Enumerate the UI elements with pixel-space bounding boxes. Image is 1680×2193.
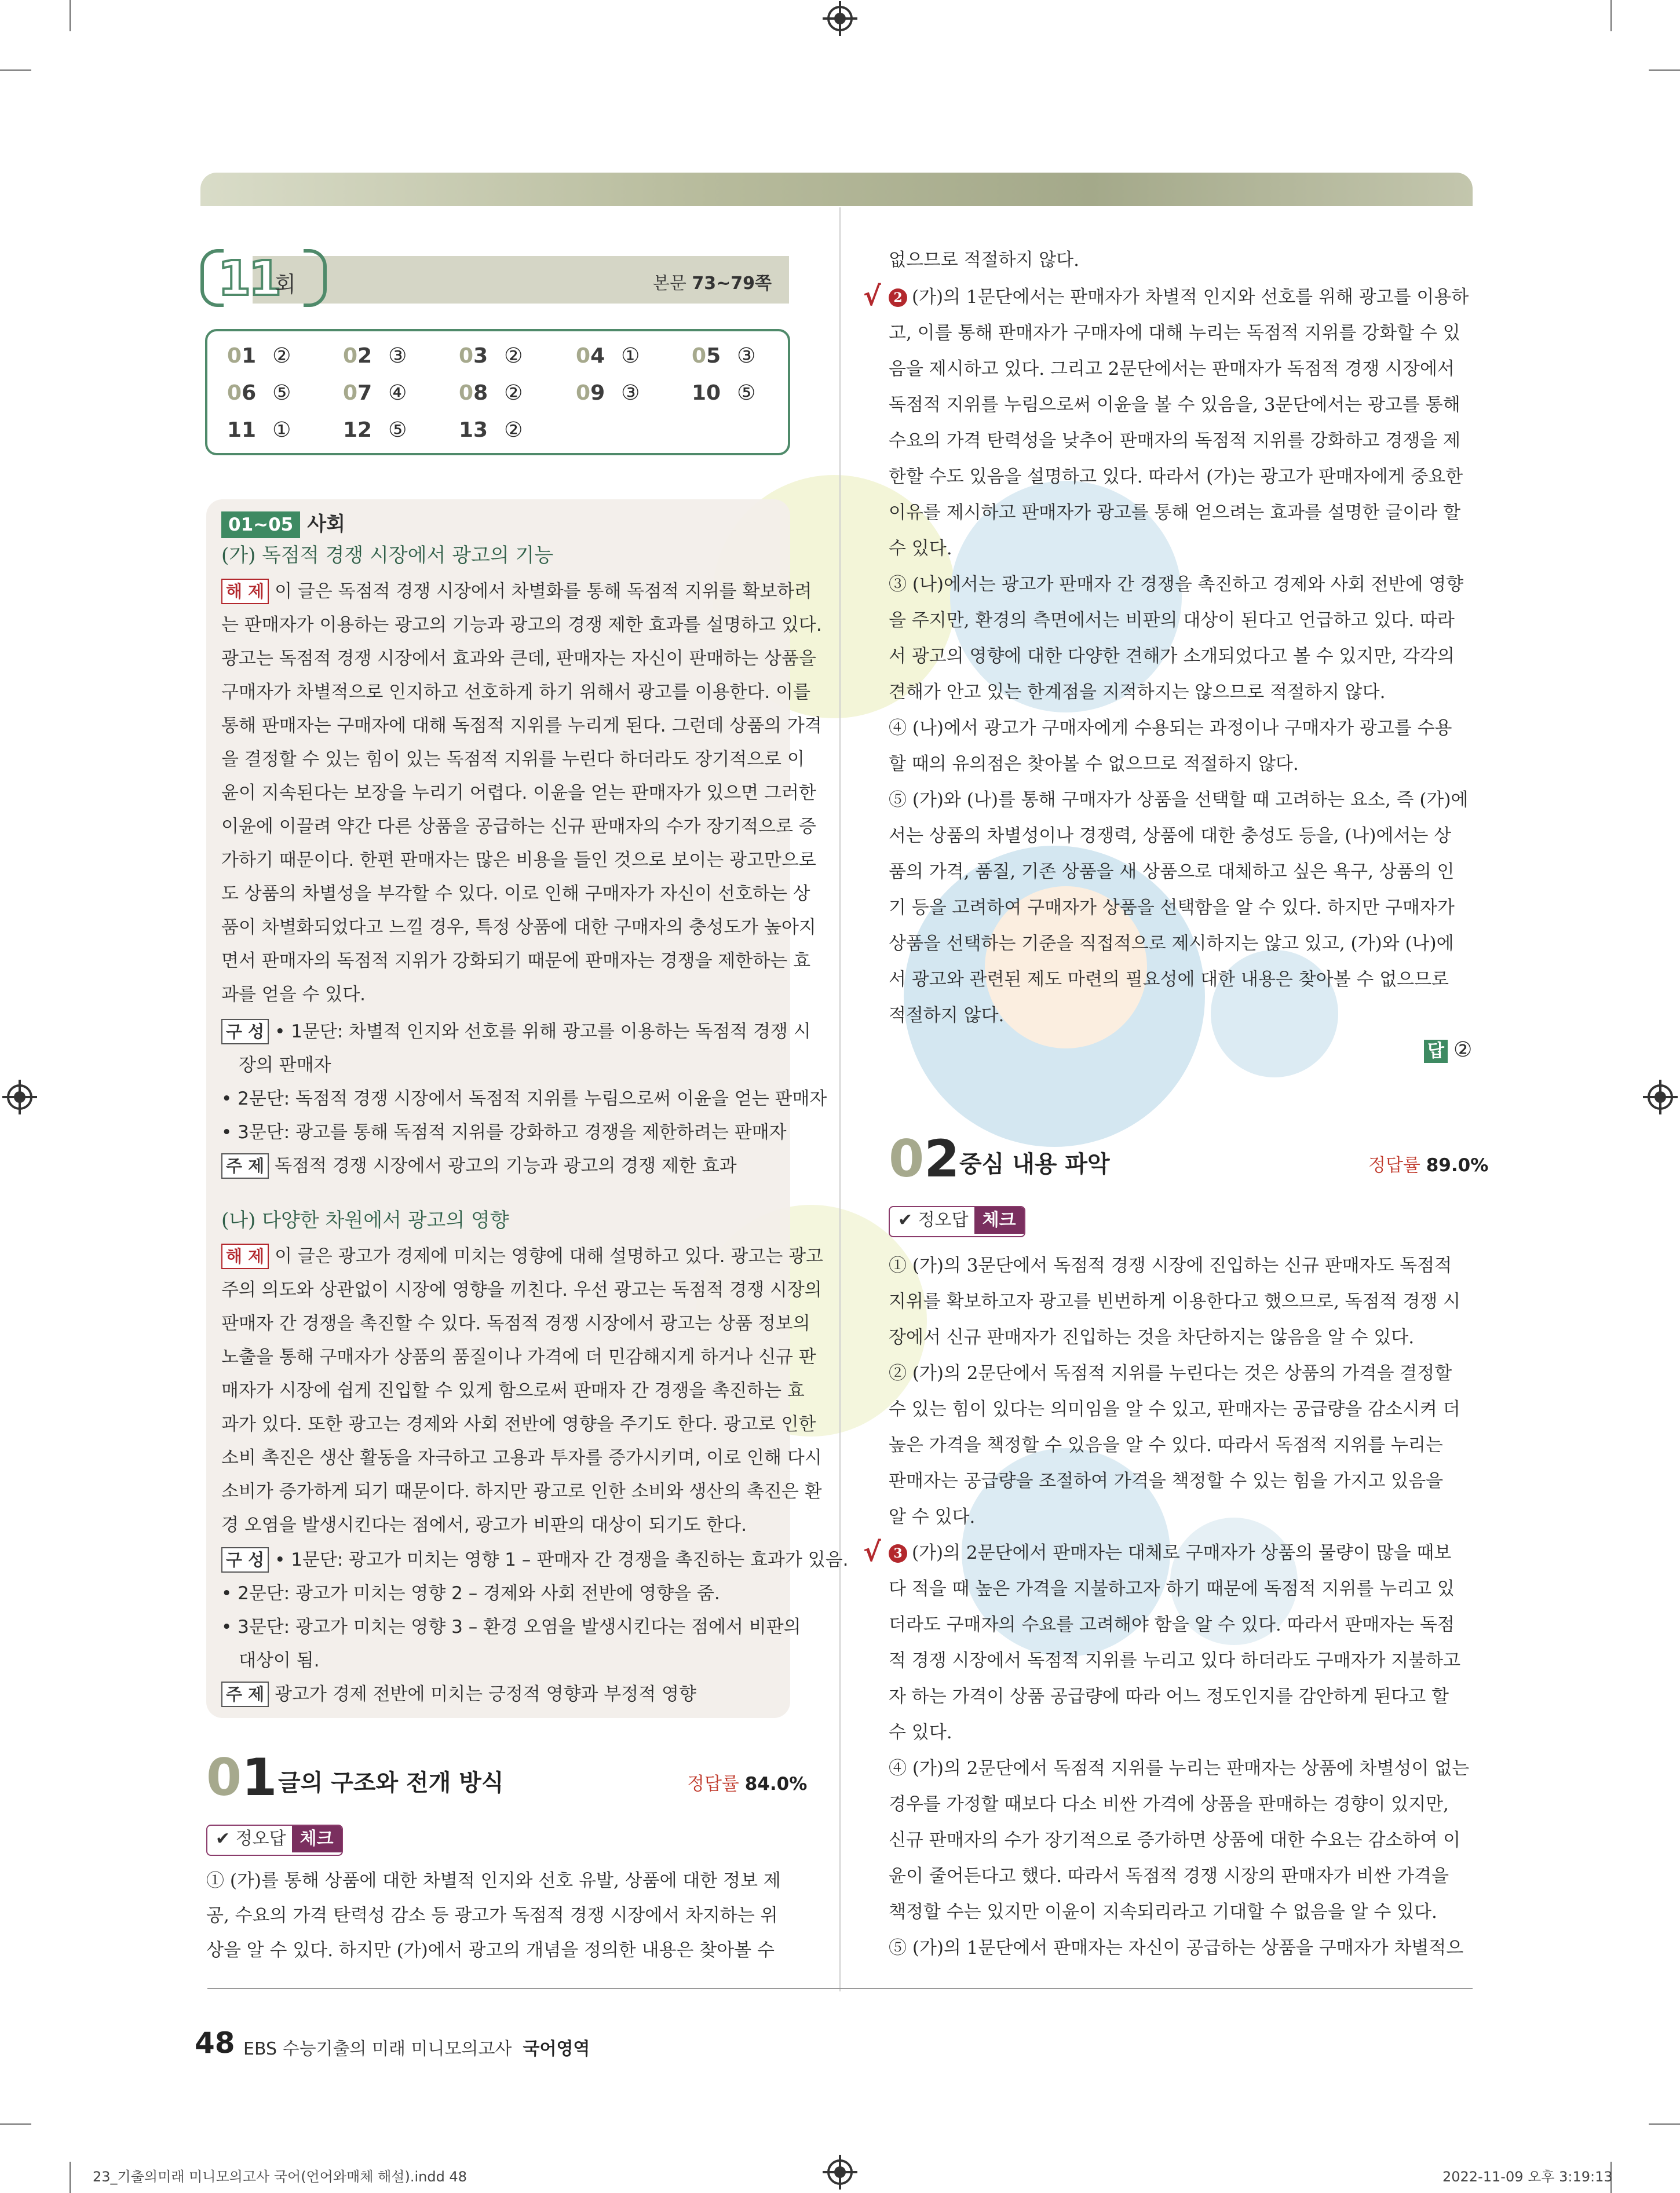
text-line: 과가 있다. 또한 광고는 경제와 사회 전반에 영향을 주기도 한다. 광고로 인한: [221, 1414, 816, 1435]
badge-label: ✔ 정오답: [216, 1829, 286, 1849]
answer-item: [343, 344, 407, 368]
check-badge: [889, 1206, 1025, 1237]
text-line: 면서 판매자의 독점적 지위가 강화되기 때문에 판매자는 경쟁을 제한하는 효: [221, 951, 811, 971]
text-line: • 1문단: 광고가 미치는 영향 1 – 판매자 간 경쟁을 촉진하는 효과가 있음.: [275, 1549, 849, 1570]
text-line: • 3문단: 광고가 미치는 영향 3 – 환경 오염을 발생시킨다는 점에서 비판의: [221, 1617, 801, 1638]
text-line: 품이 차별화되었다고 느낄 경우, 특정 상품에 대한 구매자의 충성도가 높아지: [221, 917, 816, 938]
text-line: 더라도 구매자의 수요를 고려해야 함을 알 수 있다. 따라서 판매자는 독점: [889, 1614, 1455, 1635]
text-line: 을 주지만, 환경의 측면에서는 비판의 대상이 된다고 언급하고 있다. 따라: [889, 610, 1455, 631]
text-line: 수 있다.: [889, 538, 952, 559]
text-line: 없으므로 적절하지 않다.: [889, 250, 1080, 271]
text-line: 기 등을 고려하여 구매자가 상품을 선택함을 알 수 있다. 하지만 구매자가: [889, 897, 1455, 918]
text-line: 이 글은 독점적 경쟁 시장에서 차별화를 통해 독점적 지위를 확보하려: [275, 581, 812, 602]
text-line: 독점적 경쟁 시장에서 광고의 기능과 광고의 경쟁 제한 효과: [275, 1156, 737, 1176]
text-line: 통해 판매자는 구매자에 대해 독점적 지위를 누리게 된다. 그런데 상품의 가격: [221, 715, 822, 736]
answer-value: ①: [621, 344, 640, 368]
answer-value: ②: [504, 344, 523, 368]
haeje-tag: 해 제: [221, 1244, 269, 1269]
answer-item: [459, 381, 523, 405]
answer-number-zero: 0: [459, 381, 474, 405]
bracket-right: [304, 249, 327, 307]
rate-label: 정답률: [687, 1774, 739, 1794]
option-3-line: [889, 1536, 1451, 1570]
text-line: 독점적 지위를 누림으로써 이윤을 볼 수 있음을, 3문단에서는 광고를 통해: [889, 394, 1460, 415]
text-line: ④ (나)에서 광고가 구매자에게 수용되는 과정이나 구매자가 광고를 수용: [889, 718, 1452, 739]
print-slug-file: 23_기출의미래 미니모의고사 국어(언어와매체 해설).indd 48: [93, 2169, 467, 2185]
answer-value: ②: [1453, 1038, 1473, 1062]
answer-value: ③: [621, 381, 640, 405]
crop-mark: [1610, 0, 1612, 31]
lesson-suffix: 회: [275, 272, 296, 297]
section-heading: [221, 507, 345, 542]
answer-number-zero: 0: [227, 344, 242, 368]
correct-option-marker: 3: [889, 1544, 907, 1563]
passage-b-title: (나) 다양한 차원에서 광고의 영향: [221, 1209, 509, 1232]
correct-checkmark-icon: √: [863, 1536, 881, 1567]
registration-mark-icon: [827, 2159, 853, 2185]
answer-item: [576, 344, 640, 368]
text-line: 광고는 독점적 경쟁 시장에서 효과와 큰데, 판매자는 자신이 판매하는 상품을: [221, 648, 816, 669]
section-subject: 사회: [307, 513, 345, 536]
print-slug-date: 2022-11-09 오후 3:19:13: [1442, 2169, 1613, 2185]
passage-a-haeje-line: [221, 575, 812, 608]
question-number-zero: 0: [889, 1129, 925, 1189]
text-line: 책정할 수는 있지만 이윤이 지속되리라고 기대할 수 없음을 알 수 있다.: [889, 1902, 1437, 1922]
answer-number-zero: 0: [343, 381, 358, 405]
text-line: 서 광고의 영향에 대한 다양한 견해가 소개되었다고 볼 수 있지만, 각각의: [889, 646, 1455, 667]
answer-item: [692, 344, 755, 368]
rate-label: 정답률: [1368, 1155, 1420, 1176]
text-line: 소비가 증가하게 되기 때문이다. 하지만 광고로 인한 소비와 생산의 촉진은 환: [221, 1481, 822, 1502]
answer-number: 06: [227, 381, 257, 405]
registration-mark-icon: [7, 1084, 32, 1110]
answer-item: [459, 418, 523, 442]
crop-mark: [1649, 70, 1680, 71]
page-number: 48: [195, 2026, 235, 2060]
text-line: 할 때의 유의점은 찾아볼 수 없으므로 적절하지 않다.: [889, 754, 1299, 774]
answer-item: [227, 344, 291, 368]
text-line: • 2문단: 독점적 경쟁 시장에서 독점적 지위를 누림으로써 이윤을 얻는 판매자: [221, 1088, 827, 1109]
text-line: • 1문단: 차별적 인지와 선호를 위해 광고를 이용하는 독점적 경쟁 시: [275, 1021, 811, 1042]
answer-item: [459, 344, 523, 368]
answer-number-zero: 0: [576, 344, 591, 368]
passage-b-haeje-line: [221, 1240, 823, 1273]
answer-item: [227, 418, 291, 442]
answer-number: 12: [343, 418, 372, 442]
answer-value: ④: [388, 381, 407, 405]
text-line: 신규 판매자의 수가 장기적으로 증가하면 상품에 대한 수요는 감소하여 이: [889, 1830, 1461, 1851]
text-line: 대상이 됨.: [239, 1650, 320, 1671]
answer-number: 03: [459, 344, 488, 368]
answer-number-zero: 0: [343, 344, 358, 368]
text-line: • 3문단: 광고를 통해 독점적 지위를 강화하고 경쟁을 제한하려는 판매자: [221, 1122, 787, 1143]
passage-a-guseong-line: [221, 1015, 811, 1048]
answer-value: ⑤: [737, 381, 756, 405]
text-line: ① (가)의 3문단에서 독점적 경쟁 시장에 진입하는 신규 판매자도 독점적: [889, 1255, 1452, 1276]
text-line: 노출을 통해 구매자가 상품의 품질이나 가격에 더 민감해지게 하거나 신규 판: [221, 1347, 816, 1368]
text-line: 구매자가 차별적으로 인지하고 선호하게 하기 위해서 광고를 이용한다. 이를: [221, 682, 811, 703]
text-line: 적 경쟁 시장에서 독점적 지위를 누리고 있다 하더라도 구매자가 지불하고: [889, 1650, 1461, 1671]
text-line: 이윤에 이끌려 약간 다른 상품을 공급하는 신규 판매자의 수가 장기적으로 증: [221, 816, 816, 837]
text-line: (가)의 1문단에서는 판매자가 차별적 인지와 선호를 위해 광고를 이용하: [912, 287, 1469, 308]
answer-item: [692, 381, 755, 405]
book-title: EBS 수능기출의 미래 미니모의고사: [243, 2039, 512, 2059]
answer-number: 10: [692, 381, 721, 405]
answer-item: [576, 381, 640, 405]
badge-label: ✔ 정오답: [898, 1210, 969, 1230]
correct-checkmark-icon: √: [863, 280, 881, 312]
text-line: 적절하지 않다.: [889, 1005, 1005, 1026]
text-line: 장에서 신규 판매자가 진입하는 것을 차단하지는 않음을 알 수 있다.: [889, 1327, 1415, 1348]
answer-number-zero: 0: [459, 344, 474, 368]
text-line: 서는 상품의 차별성이나 경쟁력, 상품에 대한 충성도 등을, (나)에서는 상: [889, 825, 1452, 846]
haeje-tag: 해 제: [221, 579, 269, 604]
answer-item: [227, 381, 291, 405]
text-line: 고, 이를 통해 판매자가 구매자에 대해 누리는 독점적 지위를 강화할 수 있: [889, 323, 1460, 343]
answer-number: 13: [459, 418, 488, 442]
text-line: (가)의 2문단에서 판매자는 대체로 구매자가 상품의 물량이 많을 때보: [912, 1543, 1452, 1563]
correct-rate: [1368, 1150, 1488, 1176]
text-line: 도 상품의 차별성을 부각할 수 있다. 이로 인해 구매자가 자신이 선호하는 상: [221, 883, 810, 904]
text-line: ④ (가)의 2문단에서 독점적 지위를 누리는 판매자는 상품에 차별성이 없는: [889, 1758, 1470, 1779]
text-line: ⑤ (가)와 (나)를 통해 구매자가 상품을 선택할 때 고려하는 요소, 즉 (가)에: [889, 790, 1469, 810]
lesson-number: 11: [218, 251, 280, 306]
text-line: 수 있다.: [889, 1722, 952, 1743]
guseong-tag: 구 성: [221, 1547, 269, 1573]
text-line: 윤이 줄어든다고 했다. 따라서 독점적 경쟁 시장의 판매자가 비싼 가격을: [889, 1866, 1449, 1887]
text-line: 가하기 때문이다. 한편 판매자는 많은 비용을 들인 것으로 보이는 광고만으로: [221, 850, 816, 871]
answer-number-zero: 0: [576, 381, 591, 405]
rate-value: 84.0%: [744, 1774, 808, 1794]
option-2-line: [889, 280, 1469, 314]
answer-value: ①: [272, 418, 291, 442]
text-line: 상을 알 수 있다. 하지만 (가)에서 광고의 개념을 정의한 내용은 찾아볼 수: [206, 1940, 775, 1961]
answer-number: 05: [692, 344, 721, 368]
subject-name: 국어영역: [523, 2039, 590, 2059]
question-number: [206, 1748, 277, 1807]
answer-label: 답: [1424, 1040, 1448, 1063]
text-line: ② (가)의 2문단에서 독점적 지위를 누린다는 것은 상품의 가격을 결정할: [889, 1363, 1452, 1384]
text-line: 소비 촉진은 생산 활동을 자극하고 고용과 투자를 증가시키며, 이로 인해 다시: [221, 1448, 822, 1468]
juje-tag: 주 제: [221, 1682, 269, 1707]
text-line: 상품을 선택하는 기준을 직접적으로 제시하지는 않고 있고, (가)와 (나)에: [889, 933, 1454, 954]
header-band: [200, 173, 1473, 206]
text-line: 경우를 가정할 때보다 다소 비싼 가격에 상품을 판매하는 경향이 있지만,: [889, 1794, 1449, 1815]
text-line: 판매자는 공급량을 조절하여 가격을 책정할 수 있는 힘을 가지고 있음을: [889, 1471, 1444, 1492]
question-number-zero: 0: [206, 1748, 242, 1807]
passage-a-juje-line: [221, 1149, 737, 1183]
crop-mark: [0, 2123, 31, 2125]
answer-value: ③: [737, 344, 756, 368]
answer-number-zero: 0: [692, 344, 707, 368]
text-line: 이 글은 광고가 경제에 미치는 영향에 대해 설명하고 있다. 광고는 광고: [275, 1246, 824, 1267]
lesson-heading: [200, 249, 789, 307]
badge-check: 체크: [292, 1826, 342, 1852]
correct-rate: [687, 1769, 807, 1795]
text-line: 는 판매자가 이용하는 광고의 기능과 광고의 경쟁 제한 효과를 설명하고 있다.: [221, 615, 822, 635]
answer-number: 07: [343, 381, 372, 405]
passage-b-guseong-line: [221, 1543, 849, 1577]
rate-value: 89.0%: [1426, 1155, 1489, 1176]
answer-value: ②: [504, 381, 523, 405]
bottom-rule: [207, 1988, 1473, 1989]
registration-mark-icon: [1648, 1084, 1673, 1110]
passage-a-title: (가) 독점적 경쟁 시장에서 광고의 기능: [221, 544, 554, 567]
text-line: 이유를 제시하고 판매자가 광고를 통해 얻으려는 효과를 설명한 글이라 할: [889, 502, 1461, 523]
answer-item: [343, 381, 407, 405]
footer-book-title: [243, 2034, 590, 2060]
text-line: 알 수 있다.: [889, 1507, 976, 1527]
badge-text: 정오답: [918, 1210, 969, 1230]
text-line: ① (가)를 통해 상품에 대한 차별적 인지와 선호 유발, 상품에 대한 정보 제: [206, 1870, 781, 1891]
text-line: 지위를 확보하고자 광고를 빈번하게 이용한다고 했으므로, 독점적 경쟁 시: [889, 1291, 1461, 1312]
answer-value: ⑤: [388, 418, 407, 442]
answer-value: ③: [388, 344, 407, 368]
section-range-label: 01~05: [221, 511, 300, 538]
column-divider: [839, 207, 841, 1991]
answer-number: 04: [576, 344, 605, 368]
final-answer: [1424, 1038, 1472, 1063]
text-line: 음을 제시하고 있다. 그리고 2문단에서는 판매자가 독점적 경쟁 시장에서: [889, 359, 1455, 379]
text-line: 수 있는 힘이 있다는 의미임을 알 수 있고, 판매자는 공급량을 감소시켜 더: [889, 1399, 1460, 1420]
text-line: • 2문단: 광고가 미치는 영향 2 – 경제와 사회 전반에 영향을 줌.: [221, 1583, 720, 1604]
juje-tag: 주 제: [221, 1153, 269, 1179]
text-line: 윤이 지속된다는 보장을 누리기 어렵다. 이윤을 얻는 판매자가 있으면 그러한: [221, 783, 816, 803]
text-line: 품의 가격, 품질, 기존 상품을 새 상품으로 대체하고 싶은 욕구, 상품의 인: [889, 861, 1455, 882]
answer-value: ②: [272, 344, 291, 368]
ref-prefix: 본문: [652, 273, 686, 294]
text-line: 매자가 시장에 쉽게 진입할 수 있게 함으로써 판매자 간 경쟁을 촉진하는 효: [221, 1380, 805, 1401]
text-line: 공, 수요의 가격 탄력성 감소 등 광고가 독점적 경쟁 시장에서 차지하는 위: [206, 1905, 778, 1926]
ref-pages: 73~79쪽: [692, 273, 772, 294]
question-number-digit: 2: [924, 1129, 960, 1189]
text-line: 을 결정할 수 있는 힘이 있는 독점적 지위를 누린다 하더라도 장기적으로 이: [221, 749, 805, 770]
answer-key: [205, 329, 790, 455]
text-line: 수요의 가격 탄력성을 낮추어 판매자의 독점적 지위를 강화하고 경쟁을 제: [889, 430, 1461, 451]
text-line: 판매자 간 경쟁을 촉진할 수 있다. 독점적 경쟁 시장에서 광고는 상품 정보의: [221, 1313, 810, 1334]
text-line: 한할 수도 있음을 설명하고 있다. 따라서 (가)는 광고가 판매자에게 중요한: [889, 466, 1463, 487]
text-line: 다 적을 때 높은 가격을 지불하고자 하기 때문에 독점적 지위를 누리고 있: [889, 1578, 1455, 1599]
text-line: 과를 얻을 수 있다.: [221, 984, 366, 1005]
text-line: 자 하는 가격이 상품 공급량에 따라 어느 정도인지를 감안하게 된다고 할: [889, 1686, 1449, 1707]
text-line: 경 오염을 발생시킨다는 점에서, 광고가 비판의 대상이 되기도 한다.: [221, 1515, 747, 1536]
answer-number: 02: [343, 344, 372, 368]
guseong-tag: 구 성: [221, 1019, 269, 1044]
text-line: 장의 판매자: [239, 1055, 331, 1076]
answer-item: [343, 418, 407, 442]
question-title: 중심 내용 파악: [959, 1151, 1110, 1178]
text-line: ③ (나)에서는 광고가 판매자 간 경쟁을 촉진하고 경제와 사회 전반에 영향: [889, 574, 1464, 595]
crop-mark: [70, 2162, 71, 2193]
question-number-digit: 1: [242, 1748, 277, 1807]
crop-mark: [1649, 2123, 1680, 2125]
correct-option-marker: 2: [889, 288, 907, 307]
registration-mark-icon: [827, 6, 853, 31]
crop-mark: [70, 0, 71, 31]
question-number: [889, 1129, 960, 1189]
question-title: 글의 구조와 전개 방식: [278, 1770, 504, 1796]
lesson-page-ref: [653, 269, 772, 294]
check-badge: [206, 1825, 343, 1856]
text-line: 견해가 안고 있는 한계점을 지적하지는 않으므로 적절하지 않다.: [889, 682, 1386, 703]
text-line: 서 광고와 관련된 제도 마련의 필요성에 대한 내용은 찾아볼 수 없으므로: [889, 969, 1449, 990]
answer-value: ②: [504, 418, 523, 442]
answer-number: 08: [459, 381, 488, 405]
answer-number-zero: 0: [227, 381, 242, 405]
text-line: 주의 의도와 상관없이 시장에 영향을 끼친다. 우선 광고는 독점적 경쟁 시장의: [221, 1280, 822, 1300]
passage-b-juje-line: [221, 1677, 696, 1711]
crop-mark: [0, 70, 31, 71]
text-line: 높은 가격을 책정할 수 있음을 알 수 있다. 따라서 독점적 지위를 누리는: [889, 1435, 1443, 1456]
answer-number: 11: [227, 418, 257, 442]
badge-text: 정오답: [235, 1829, 286, 1849]
answer-value: ⑤: [272, 381, 291, 405]
answer-number: 01: [227, 344, 257, 368]
badge-check: 체크: [974, 1207, 1024, 1234]
text-line: ⑤ (가)의 1문단에서 판매자는 자신이 공급하는 상품을 구매자가 차별적으: [889, 1938, 1464, 1958]
answer-number: 09: [576, 381, 605, 405]
text-line: 광고가 경제 전반에 미치는 긍정적 영향과 부정적 영향: [275, 1684, 696, 1705]
